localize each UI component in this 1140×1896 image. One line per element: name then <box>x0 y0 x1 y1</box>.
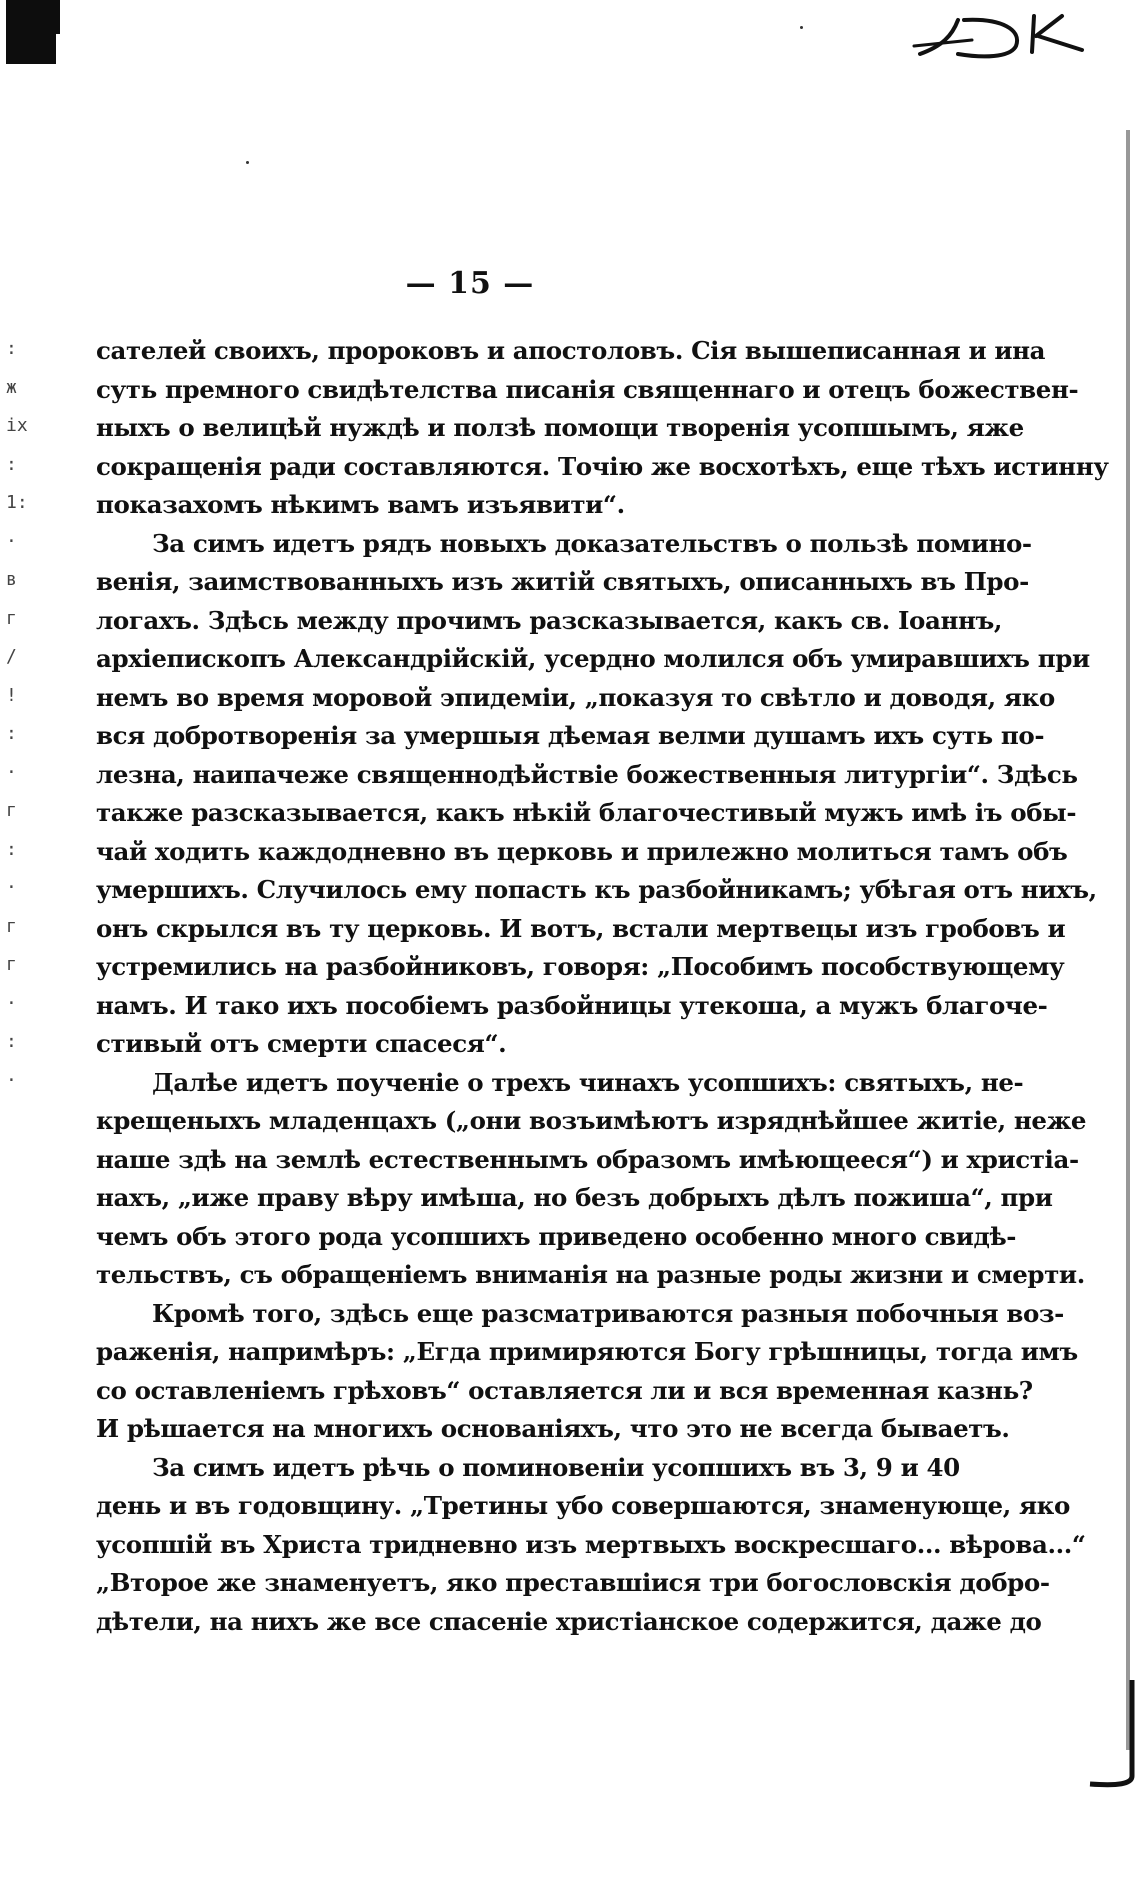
text-line: наше здѣ на землѣ естественнымъ образомъ имѣющееся“) и христіа- <box>96 1144 1079 1174</box>
text-line: За симъ идетъ рѣчь о поминовеніи усопшихъ въ 3, 9 и 40 <box>152 1452 960 1482</box>
margin-fragment: : <box>6 723 17 744</box>
text-line: сателей своихъ, пророковъ и апостоловъ. Сія вышеписанная и ина <box>96 336 1046 365</box>
text-line: показахомъ нѣкимъ вамъ изъявити“. <box>96 490 625 519</box>
text-line: логахъ. Здѣсь между прочимъ разсказывается, какъ св. Іоаннъ, <box>96 605 1003 635</box>
margin-fragment: ж <box>6 376 17 398</box>
margin-fragment: : <box>6 1031 17 1052</box>
text-line: ныхъ о велицѣй нуждѣ и ползѣ помощи творенія усопшымъ, яже <box>96 413 1024 442</box>
text-line: тельствъ, съ обращеніемъ вниманія на разные роды жизни и смерти. <box>96 1260 1085 1289</box>
dust-speck <box>246 161 249 164</box>
dust-speck <box>800 26 803 29</box>
text-line: со оставленіемъ грѣховъ“ оставляется ли и вся временная казнь? <box>96 1375 1033 1405</box>
margin-fragment: · <box>6 530 17 552</box>
text-line: „Второе же знаменуетъ, яко преставшіися три богословскія добро- <box>96 1568 1050 1597</box>
margin-fragment: г <box>6 915 17 937</box>
margin-fragment: г <box>6 800 17 821</box>
handwritten-dk-icon <box>912 6 1102 66</box>
text-line: немъ во время моровой эпидеміи, „показуя то свѣтло и доводя, яко <box>96 682 1055 712</box>
margin-fragment: іх <box>6 415 28 436</box>
text-line: раженія, напримѣръ: „Егда примиряются Богу грѣшницы, тогда имъ <box>96 1337 1078 1366</box>
margin-fragment: ! <box>6 684 17 706</box>
margin-fragment: / <box>6 646 17 667</box>
page-edge-shadow <box>1126 130 1130 1750</box>
text-line: намъ. И тако ихъ пособіемъ разбойницы утекоша, а мужъ благоче- <box>96 990 1048 1020</box>
ink-blot-mark <box>6 0 56 64</box>
text-line: день и въ годовщину. „Третины убо совершаются, знаменующе, яко <box>96 1491 1070 1520</box>
margin-fragment: · <box>6 761 17 783</box>
page-number: — 15 — <box>405 266 535 301</box>
text-line: чай ходить каждодневно въ церковь и прилежно молиться тамъ объ <box>96 836 1068 866</box>
text-line: умершихъ. Случилось ему попасть къ разбойникамъ; убѣгая отъ нихъ, <box>96 875 1097 904</box>
margin-fragment: в <box>6 569 17 590</box>
margin-fragment: · <box>6 1069 17 1091</box>
margin-fragment: · <box>6 877 17 898</box>
bracket-icon <box>1088 1680 1136 1790</box>
text-line: суть премного свидѣтелства писанія священнаго и отецъ божествен- <box>96 374 1079 404</box>
margin-fragment: : <box>6 338 17 359</box>
text-line: вся добротворенія за умершыя дѣемая велми душамъ ихъ суть по- <box>96 721 1045 750</box>
margin-fragment: : <box>6 838 17 860</box>
text-line: Кромѣ того, здѣсь еще разсматриваются разныя побочныя воз- <box>152 1298 1064 1328</box>
text-line: За симъ идетъ рядъ новыхъ доказательствъ о пользѣ помино- <box>152 528 1032 558</box>
text-line: онъ скрылся въ ту церковь. И вотъ, встали мертвецы изъ гробовъ и <box>96 913 1066 943</box>
text-line: усопшій въ Христа тридневно изъ мертвыхъ воскресшаго... вѣрова...“ <box>96 1529 1086 1559</box>
margin-fragment: · <box>6 992 17 1014</box>
text-line: стивый отъ смерти спасеся“. <box>96 1029 507 1058</box>
text-line: устремились на разбойниковъ, говоря: „Пособимъ пособствующему <box>96 952 1065 981</box>
margin-fragment: 1: <box>6 492 28 513</box>
text-line: также разсказывается, какъ нѣкій благочестивый мужъ имѣ іъ обы- <box>96 798 1077 827</box>
text-line: венія, заимствованныхъ изъ житій святыхъ, описанныхъ въ Про- <box>96 567 1029 596</box>
text-line: нахъ, „иже праву вѣру имѣша, но безъ добрыхъ дѣлъ пожиша“, при <box>96 1183 1053 1212</box>
bottom-edge-bracket <box>1088 1680 1136 1790</box>
text-line: крещеныхъ младенцахъ („они возъимѣютъ изряднѣйшее житіе, неже <box>96 1106 1087 1135</box>
margin-fragment: г <box>6 607 17 629</box>
text-line: дѣтели, на нихъ же все спасеніе христіанское содержится, даже до <box>96 1606 1042 1636</box>
text-line: чемъ объ этого рода усопшихъ приведено особенно много свидѣ- <box>96 1221 1017 1251</box>
text-line: архіепископъ Александрійскій, усердно молился объ умиравшихъ при <box>96 644 1090 673</box>
body-text <box>96 332 1109 1641</box>
handwritten-dk-mark <box>912 6 1102 66</box>
margin-fragment: : <box>6 453 17 475</box>
text-line: Далѣе идетъ поученіе о трехъ чинахъ усопшихъ: святыхъ, не- <box>152 1067 1024 1097</box>
left-margin-bleedthrough <box>6 330 36 1090</box>
margin-fragment: г <box>6 954 17 975</box>
text-line: И рѣшается на многихъ основаніяхъ, что это не всегда бываетъ. <box>96 1414 1010 1443</box>
text-line: лезна, наипачеже священнодѣйствіе божественныя литургіи“. Здѣсь <box>96 759 1078 789</box>
text-line: сокращенія ради составляются. Точію же восхотѣхъ, еще тѣхъ истинну <box>96 451 1109 481</box>
